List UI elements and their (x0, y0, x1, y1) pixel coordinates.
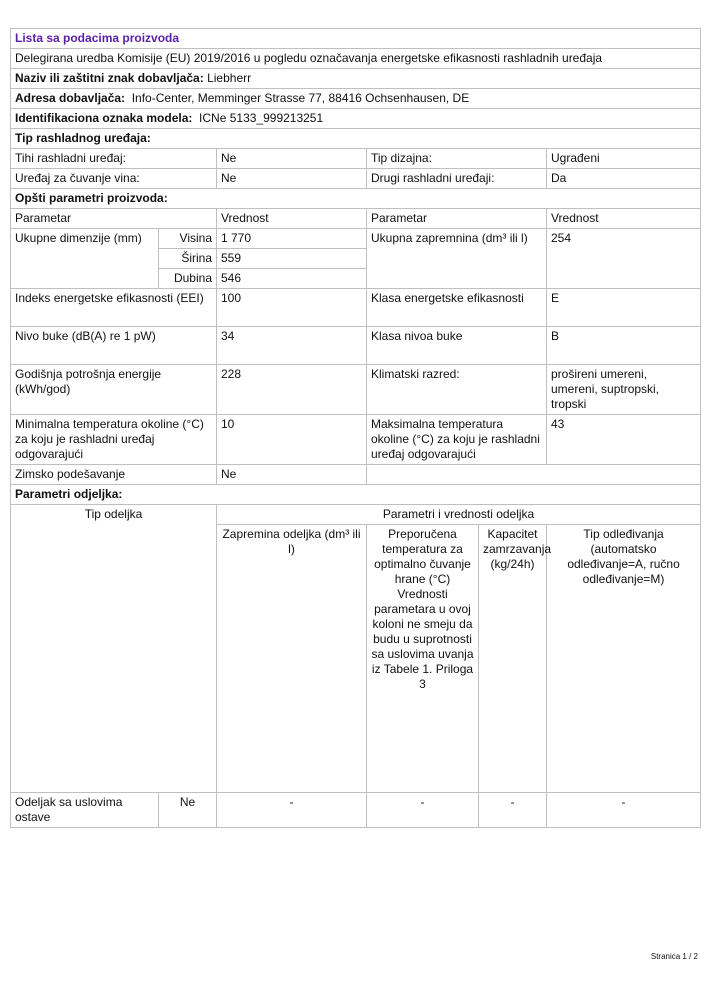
value-header-2: Vrednost (547, 209, 701, 229)
quiet-value: Ne (217, 149, 367, 169)
compartment-freeze: - (479, 793, 547, 828)
compartment-present: Ne (159, 793, 217, 828)
class-value: E (547, 289, 701, 327)
wine-label: Uređaj za čuvanje vina: (11, 169, 217, 189)
regulation-subtitle: Delegirana uredba Komisije (EU) 2019/2016 u pogledu označavanja energetske efikasnosti rashladnih uređaja (11, 49, 701, 69)
width-value: 559 (217, 249, 367, 269)
table-row (11, 793, 701, 828)
min-temp-value: 10 (217, 415, 367, 465)
climate-value: prošireni umereni, umereni, suptropski, tropski (547, 365, 701, 415)
model-value: ICNe 5133_999213251 (199, 111, 324, 125)
compartment-type-header: Tip odeljka (11, 505, 217, 793)
design-value: Ugrađeni (547, 149, 701, 169)
compartment-temp-header: Preporučena temperatura za optimalno čuvanje hrane (°C) Vrednosti parametara u ovoj koloni ne smeju da budu u suprotnosti sa uslovima uvanja iz Tabele 1. Priloga 3 (367, 525, 479, 793)
height-label: Visina (159, 229, 217, 249)
address-value: Info-Center, Memminger Strasse 77, 88416 Ochsenhausen, DE (131, 91, 470, 105)
product-data-table (10, 28, 701, 828)
other-label: Drugi rashladni uređaji: (367, 169, 547, 189)
compartment-temp: - (367, 793, 479, 828)
winter-label: Zimsko podešavanje (11, 465, 217, 485)
design-label: Tip dizajna: (367, 149, 547, 169)
noise-class-value: B (547, 327, 701, 365)
noise-class-label: Klasa nivoa buke (367, 327, 547, 365)
page-number: Stranica 1 / 2 (650, 952, 698, 961)
param-header-2: Parametar (367, 209, 547, 229)
dims-label: Ukupne dimenzije (mm) (11, 229, 159, 289)
noise-label: Nivo buke (dB(A) re 1 pW) (11, 327, 217, 365)
compartment-defrost: - (547, 793, 701, 828)
param-header: Parametar (11, 209, 217, 229)
width-label: Širina (159, 249, 217, 269)
depth-label: Dubina (159, 269, 217, 289)
compartment-freeze-header: Kapacitet zamrzavanja (kg/24h) (479, 525, 547, 793)
winter-empty-cell (367, 465, 701, 485)
compartment-name: Odeljak sa uslovima ostave (11, 793, 159, 828)
other-value: Da (547, 169, 701, 189)
quiet-label: Tihi rashladni uređaj: (11, 149, 217, 169)
compartment-defrost-header: Tip odleđivanja (automatsko odleđivanje=A, ručno odleđivanje=M) (547, 525, 701, 793)
supplier-row (11, 69, 701, 89)
product-sheet (10, 28, 700, 828)
general-heading: Opšti parametri proizvoda: (11, 189, 701, 209)
wine-value: Ne (217, 169, 367, 189)
height-value: 1 770 (217, 229, 367, 249)
device-type-heading: Tip rashladnog uređaja: (11, 129, 701, 149)
max-temp-value: 43 (547, 415, 701, 465)
consumption-label: Godišnja potrošnja energije (kWh/god) (11, 365, 217, 415)
eei-label: Indeks energetske efikasnosti (EEI) (11, 289, 217, 327)
noise-value: 34 (217, 327, 367, 365)
supplier-value: Liebherr (207, 71, 252, 85)
compartment-volume: - (217, 793, 367, 828)
model-label: Identifikaciona oznaka modela: (15, 111, 193, 125)
compartment-volume-header: Zapremina odeljka (dm³ ili l) (217, 525, 367, 793)
eei-value: 100 (217, 289, 367, 327)
model-row (11, 109, 701, 129)
page-title: Lista sa podacima proizvoda (11, 29, 701, 49)
max-temp-label: Maksimalna temperatura okoline (°C) za koju je rashladni uređaj odgovarajući (367, 415, 547, 465)
consumption-value: 228 (217, 365, 367, 415)
climate-label: Klimatski razred: (367, 365, 547, 415)
winter-value: Ne (217, 465, 367, 485)
compartment-group-header: Parametri i vrednosti odeljka (217, 505, 701, 525)
volume-value: 254 (547, 229, 701, 289)
address-label: Adresa dobavljača: (15, 91, 126, 105)
class-label: Klasa energetske efikasnosti (367, 289, 547, 327)
value-header: Vrednost (217, 209, 367, 229)
min-temp-label: Minimalna temperatura okoline (°C) za koju je rashladni uređaj odgovarajući (11, 415, 217, 465)
supplier-label: Naziv ili zaštitni znak dobavljača: (15, 71, 204, 85)
compartments-heading: Parametri odjeljka: (11, 485, 701, 505)
volume-label: Ukupna zapremnina (dm³ ili l) (367, 229, 547, 289)
depth-value: 546 (217, 269, 367, 289)
address-row (11, 89, 701, 109)
